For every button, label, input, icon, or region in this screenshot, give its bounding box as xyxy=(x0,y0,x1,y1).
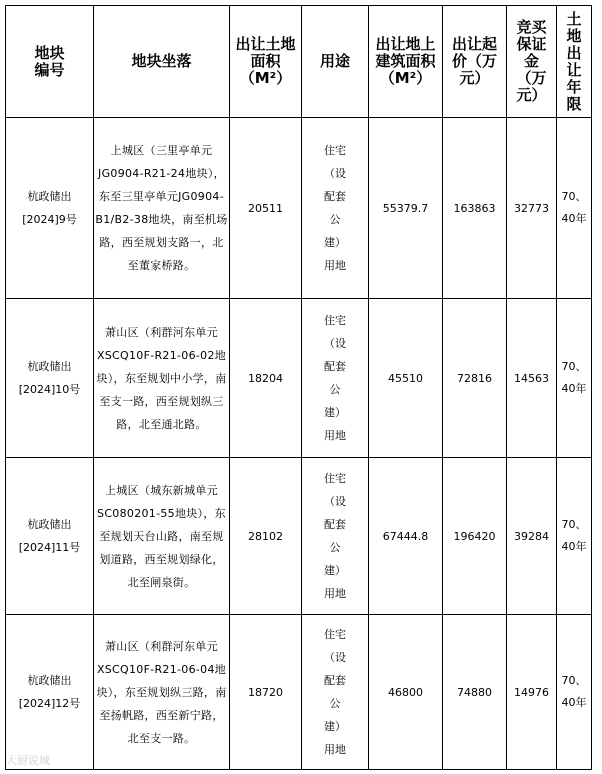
parcel-deposit: 39284 xyxy=(507,458,557,615)
header-id: 地块编号 xyxy=(6,6,94,118)
parcel-area: 18204 xyxy=(230,299,302,458)
parcel-floor-area: 67444.8 xyxy=(369,458,443,615)
parcel-id: 杭政储出[2024]11号 xyxy=(6,458,94,615)
parcel-years: 70、40年 xyxy=(557,118,592,299)
header-deposit: 竞买保证金（万元） xyxy=(507,6,557,118)
parcel-deposit: 14976 xyxy=(507,615,557,770)
table-row xyxy=(6,118,592,299)
header-location: 地块坐落 xyxy=(94,6,230,118)
parcel-deposit: 14563 xyxy=(507,299,557,458)
parcel-id: 杭政储出[2024]12号 xyxy=(6,615,94,770)
parcel-use: 住宅（设配套公建）用地 xyxy=(302,118,369,299)
parcel-years: 70、40年 xyxy=(557,458,592,615)
parcel-start-price: 72816 xyxy=(443,299,507,458)
header-use: 用途 xyxy=(302,6,369,118)
table-row xyxy=(6,299,592,458)
parcel-area: 18720 xyxy=(230,615,302,770)
parcel-deposit: 32773 xyxy=(507,118,557,299)
watermark: 大厨说城 xyxy=(6,754,50,767)
land-parcel-table xyxy=(5,5,592,770)
parcel-location: 萧山区（利群河东单元XSCQ10F-R21-06-02地块），东至规划中小学，南至支一路，西至规划纵三路，北至通北路。 xyxy=(94,299,230,458)
header-years: 土地出让年限 xyxy=(557,6,592,118)
parcel-id: 杭政储出[2024]9号 xyxy=(6,118,94,299)
parcel-start-price: 196420 xyxy=(443,458,507,615)
parcel-use: 住宅（设配套公建）用地 xyxy=(302,458,369,615)
parcel-location: 萧山区（利群河东单元XSCQ10F-R21-06-04地块），东至规划纵三路，南至扬帆路，西至新宁路，北至支一路。 xyxy=(94,615,230,770)
parcel-area: 28102 xyxy=(230,458,302,615)
parcel-floor-area: 45510 xyxy=(369,299,443,458)
table-row xyxy=(6,458,592,615)
header-area: 出让土地面积（M²） xyxy=(230,6,302,118)
parcel-area: 20511 xyxy=(230,118,302,299)
parcel-years: 70、40年 xyxy=(557,299,592,458)
parcel-id: 杭政储出[2024]10号 xyxy=(6,299,94,458)
parcel-start-price: 163863 xyxy=(443,118,507,299)
parcel-start-price: 74880 xyxy=(443,615,507,770)
parcel-location: 上城区（城东新城单元SC080201-55地块），东至规划天台山路，南至规划道路，西至规划绿化，北至闸泉街。 xyxy=(94,458,230,615)
parcel-location: 上城区（三里亭单元JG0904-R21-24地块），东至三里亭单元JG0904-B1/B2-38地块，南至机场路，西至规划支路一，北至董家桥路。 xyxy=(94,118,230,299)
header-start-price: 出让起价（万元） xyxy=(443,6,507,118)
parcel-floor-area: 55379.7 xyxy=(369,118,443,299)
header-row xyxy=(6,6,592,118)
parcel-use: 住宅（设配套公建）用地 xyxy=(302,299,369,458)
parcel-use: 住宅（设配套公建）用地 xyxy=(302,615,369,770)
header-floor-area: 出让地上建筑面积（M²） xyxy=(369,6,443,118)
parcel-floor-area: 46800 xyxy=(369,615,443,770)
table-row xyxy=(6,615,592,770)
parcel-years: 70、40年 xyxy=(557,615,592,770)
